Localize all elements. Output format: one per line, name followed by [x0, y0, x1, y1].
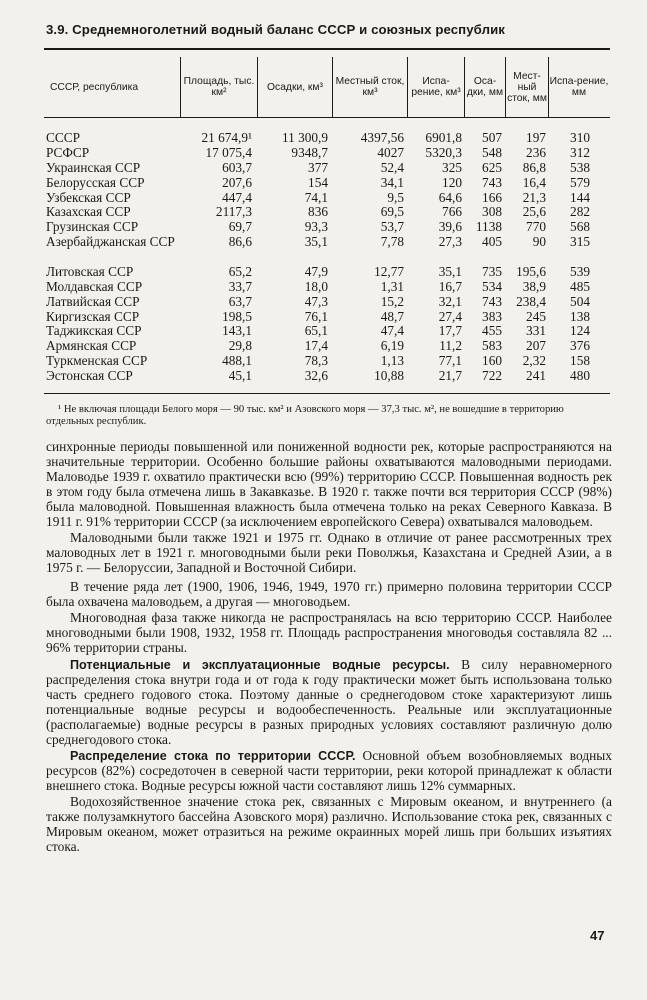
- area-value: 45,1: [228, 368, 252, 384]
- evap-km3-value: 39,6: [438, 219, 462, 235]
- precip-km3-value: 11 300,9: [281, 130, 328, 145]
- header-evap-km3: Испа-рение, км³: [411, 76, 461, 98]
- table-row: [0, 161, 647, 176]
- runoff-km3-value: 12,77: [374, 263, 404, 279]
- area-value: 17 075,4: [205, 144, 252, 160]
- table-row: [0, 220, 647, 235]
- runoff-mm-value: 236: [526, 144, 546, 160]
- runoff-mm-value: 770: [526, 219, 546, 235]
- precip-km3-value: 76,1: [304, 308, 328, 324]
- precip-mm-value: 160: [482, 353, 502, 369]
- precip-km3-value: 74,1: [304, 189, 328, 205]
- evap-mm-value: 568: [570, 219, 590, 235]
- republic-name: Грузинская ССР: [46, 219, 139, 235]
- precip-km3-value: 78,3: [304, 353, 328, 369]
- paragraph: [46, 795, 612, 855]
- runoff-mm-value: 331: [526, 323, 546, 339]
- precip-mm-value: 534: [482, 278, 502, 294]
- evap-km3-value: 11,2: [439, 338, 462, 354]
- runoff-mm-value: 238,4: [516, 293, 546, 309]
- evap-km3-value: 17,7: [438, 323, 462, 339]
- evap-km3-value: 325: [442, 159, 462, 175]
- area-value: 207,6: [222, 174, 252, 190]
- table-row: [0, 205, 647, 220]
- area-value: 63,7: [228, 293, 252, 309]
- area-value: 198,5: [222, 308, 252, 324]
- paragraph-text: Многоводная фаза также никогда не распространялась на всю территорию СССР. Наиболее многоводными были 1908, 1932, 1958 гг. Площадь распространения многоводья составляла 82 ... 96% территории страны.: [46, 610, 612, 656]
- republic-name: Молдавская ССР: [46, 278, 143, 294]
- evap-km3-value: 120: [442, 174, 462, 190]
- evap-km3-value: 21,7: [438, 368, 462, 384]
- paragraph-text: Основной объем возобновляемых водных ресурсов (82%) сосредоточен в северной части территории, реки которой принадлежат к области внешнего стока. Водные ресурсы южной части составляют лишь 12% суммарных.: [46, 748, 612, 793]
- paragraph: [46, 749, 612, 794]
- paragraph: [46, 440, 612, 530]
- republic-name: Узбекская ССР: [46, 189, 131, 205]
- table-row: [0, 146, 647, 161]
- area-value: 21 674,9¹: [201, 130, 252, 145]
- table-row: [0, 280, 647, 295]
- table-row: [0, 295, 647, 310]
- footnote-text: ¹ Не включая площади Белого моря — 90 тыс. км² и Азовского моря — 37,3 тыс. м², не вошедшие в территорию отдельных республик.: [46, 404, 564, 428]
- runoff-mm-value: 25,6: [522, 204, 546, 220]
- runoff-km3-value: 1,31: [380, 278, 404, 294]
- runoff-km3-value: 48,7: [380, 308, 404, 324]
- runoff-km3-value: 4027: [377, 144, 404, 160]
- paragraph-text: синхронные периоды повышенной или пониженной водности рек, которые распространяются на значительные территории. Особенно большие районы охватываются маловодными периодами. Маловодье 1939 г. охватило практически всю (99%) территорию СССР. Повышенная водность рек в этом году была отмечена лишь в Закавказье. В 1920 г. также почти вся территория СССР (98%) была маловодной. Повышенная влажность была отмечена только на реках Северного Кавказа. В 1911 г. 91% территории СССР (за исключением европейского Севера) охватывался маловодьем.: [46, 439, 612, 529]
- header-evap-mm: Испа-рение, мм: [549, 76, 609, 98]
- table-row: [0, 339, 647, 354]
- precip-mm-value: 583: [482, 338, 502, 354]
- area-value: 603,7: [222, 159, 252, 175]
- republic-name: Белорусская ССР: [46, 174, 145, 190]
- page-number: 47: [590, 928, 605, 943]
- area-value: 143,1: [222, 323, 252, 339]
- precip-mm-value: 1138: [475, 219, 502, 235]
- evap-mm-value: 538: [570, 159, 590, 175]
- runoff-mm-value: 2,32: [522, 353, 546, 369]
- evap-mm-value: 282: [570, 204, 590, 220]
- evap-km3-value: 5320,3: [425, 144, 462, 160]
- precip-mm-value: 166: [482, 189, 502, 205]
- precip-mm-value: 735: [482, 263, 502, 279]
- evap-mm-value: 376: [570, 338, 590, 354]
- paragraph-text: Водохозяйственное значение стока рек, связанных с Мировым океаном, и внутреннего (а также полузамкнутого бассейна Азовского моря) различно. Использование стока рек, связанных с Мировым океаном, может отразиться на режиме окраинных морей лишь при больших изъятиях стока.: [46, 794, 612, 855]
- table-row: [0, 354, 647, 369]
- precip-km3-value: 93,3: [304, 219, 328, 235]
- runoff-km3-value: 1,13: [380, 353, 404, 369]
- table-bottom-rule: [44, 393, 610, 394]
- precip-km3-value: 377: [308, 159, 328, 175]
- precip-km3-value: 17,4: [304, 338, 328, 354]
- table-body: [0, 131, 647, 384]
- paragraph-heading: Потенциальные и эксплуатационные водные ресурсы.: [70, 657, 450, 672]
- runoff-km3-value: 4397,56: [360, 130, 404, 145]
- table-row: [0, 369, 647, 384]
- evap-mm-value: 539: [570, 263, 590, 279]
- table-row: [0, 310, 647, 325]
- precip-km3-value: 47,3: [304, 293, 328, 309]
- republic-name: РСФСР: [46, 144, 90, 160]
- precip-km3-value: 18,0: [304, 278, 328, 294]
- precip-km3-value: 154: [308, 174, 328, 190]
- table-row: [0, 176, 647, 191]
- evap-mm-value: 310: [570, 130, 590, 145]
- precip-km3-value: 9348,7: [291, 144, 328, 160]
- table-row: [0, 235, 647, 265]
- runoff-mm-value: 38,9: [522, 278, 546, 294]
- area-value: 65,2: [228, 263, 252, 279]
- republic-name: Азербайджанская ССР: [46, 234, 175, 250]
- republic-name: Таджикская ССР: [46, 323, 142, 339]
- precip-km3-value: 47,9: [304, 263, 328, 279]
- precip-mm-value: 383: [482, 308, 502, 324]
- evap-mm-value: 158: [570, 353, 590, 369]
- paragraph: [46, 580, 612, 610]
- table-caption: 3.9. Среднемноголетний водный баланс СССР и союзных республик: [46, 22, 505, 37]
- precip-mm-value: 507: [482, 130, 502, 145]
- evap-km3-value: 32,1: [438, 293, 462, 309]
- paragraph-text: Маловодными были также 1921 и 1975 гг. Однако в отличие от ранее рассмотренных трех маловодных лет в 1921 г. многоводными были реки Поволжья, Казахстана и Средней Азии, а в 1975 г. — Белоруссии, Западной и Восточной Сибири.: [46, 530, 612, 576]
- evap-km3-value: 35,1: [438, 263, 462, 279]
- evap-mm-value: 504: [570, 293, 590, 309]
- precip-km3-value: 65,1: [304, 323, 328, 339]
- runoff-km3-value: 6,19: [380, 338, 404, 354]
- precip-mm-value: 625: [482, 159, 502, 175]
- area-value: 29,8: [228, 338, 252, 354]
- body-text: [46, 440, 612, 857]
- runoff-km3-value: 52,4: [380, 159, 404, 175]
- republic-name: Киргизская ССР: [46, 308, 140, 324]
- runoff-km3-value: 15,2: [380, 293, 404, 309]
- evap-mm-value: 315: [570, 234, 590, 250]
- precip-mm-value: 743: [482, 293, 502, 309]
- evap-km3-value: 27,4: [438, 308, 462, 324]
- runoff-mm-value: 16,4: [522, 174, 546, 190]
- precip-mm-value: 405: [482, 234, 502, 250]
- header-precip-mm: Оса-дки, мм: [466, 76, 504, 98]
- area-value: 86,6: [228, 234, 252, 250]
- header-runoff-km3: Местный сток, км³: [335, 76, 405, 98]
- evap-km3-value: 27,3: [438, 234, 462, 250]
- precip-mm-value: 722: [482, 368, 502, 384]
- republic-name: Казахская ССР: [46, 204, 131, 220]
- paragraph-text: В течение ряда лет (1900, 1906, 1946, 1949, 1970 гг.) примерно половина территории СССР была охвачена маловодьем, а другая — многоводьем.: [46, 579, 612, 610]
- table-top-rule: [44, 48, 610, 50]
- republic-name: Латвийская ССР: [46, 293, 140, 309]
- evap-mm-value: 144: [570, 189, 590, 205]
- runoff-mm-value: 245: [526, 308, 546, 324]
- republic-name: Литовская ССР: [46, 263, 134, 279]
- header-republic: СССР, республика: [50, 81, 139, 93]
- paragraph: [46, 611, 612, 656]
- runoff-km3-value: 10,88: [374, 368, 404, 384]
- runoff-mm-value: 207: [526, 338, 546, 354]
- header-runoff-mm: Мест-ный сток, мм: [507, 70, 547, 104]
- table-row: [0, 324, 647, 339]
- area-value: 488,1: [222, 353, 252, 369]
- header-precip-km3: Осадки, км³: [267, 81, 323, 93]
- evap-km3-value: 766: [442, 204, 462, 220]
- republic-name: СССР: [46, 130, 81, 145]
- evap-mm-value: 312: [570, 144, 590, 160]
- runoff-mm-value: 197: [526, 130, 546, 145]
- evap-mm-value: 485: [570, 278, 590, 294]
- evap-mm-value: 579: [570, 174, 590, 190]
- precip-km3-value: 35,1: [304, 234, 328, 250]
- runoff-km3-value: 53,7: [380, 219, 404, 235]
- paragraph-text: В силу неравномерного распределения стока внутри года и от года к году практически может быть использована только часть среднего годового стока. Поэтому данные о среднегодовом стоке характеризуют лишь потенциальные водные ресурсы и водообеспеченность. Реальные или эксплуатационные (располагаемые) водные ресурсы в разных природных условиях составляют различную долю среднегодового стока.: [46, 656, 613, 747]
- precip-km3-value: 836: [308, 204, 328, 220]
- paragraph: [46, 658, 612, 748]
- runoff-km3-value: 47,4: [380, 323, 404, 339]
- republic-name: Украинская ССР: [46, 159, 141, 175]
- evap-km3-value: 16,7: [438, 278, 462, 294]
- area-value: 33,7: [228, 278, 252, 294]
- republic-name: Эстонская ССР: [46, 368, 133, 384]
- runoff-km3-value: 7,78: [380, 234, 404, 250]
- republic-name: Армянская ССР: [46, 338, 137, 354]
- runoff-km3-value: 34,1: [380, 174, 404, 190]
- precip-mm-value: 743: [482, 174, 502, 190]
- precip-mm-value: 308: [482, 204, 502, 220]
- runoff-mm-value: 86,8: [522, 159, 546, 175]
- evap-km3-value: 77,1: [438, 353, 462, 369]
- precip-km3-value: 32,6: [304, 368, 328, 384]
- runoff-km3-value: 9,5: [387, 189, 404, 205]
- evap-km3-value: 6901,8: [425, 130, 462, 145]
- runoff-mm-value: 195,6: [516, 263, 546, 279]
- table-header-rule: [44, 117, 610, 118]
- evap-mm-value: 138: [570, 308, 590, 324]
- precip-mm-value: 455: [482, 323, 502, 339]
- table-footnote: [46, 404, 612, 429]
- header-area: Площадь, тыс. км²: [183, 76, 255, 98]
- precip-mm-value: 548: [482, 144, 502, 160]
- runoff-mm-value: 241: [526, 368, 546, 384]
- area-value: 69,7: [228, 219, 252, 235]
- runoff-km3-value: 69,5: [380, 204, 404, 220]
- area-value: 2117,3: [215, 204, 252, 220]
- runoff-mm-value: 90: [532, 234, 546, 250]
- evap-km3-value: 64,6: [438, 189, 462, 205]
- paragraph: [46, 531, 612, 576]
- area-value: 447,4: [222, 189, 252, 205]
- evap-mm-value: 480: [570, 368, 590, 384]
- republic-name: Туркменская ССР: [46, 353, 148, 369]
- table-row: [0, 191, 647, 206]
- runoff-mm-value: 21,3: [522, 189, 546, 205]
- paragraph-heading: Распределение стока по территории СССР.: [70, 749, 356, 764]
- table-row: [0, 131, 647, 146]
- evap-mm-value: 124: [570, 323, 590, 339]
- table-row: [0, 265, 647, 280]
